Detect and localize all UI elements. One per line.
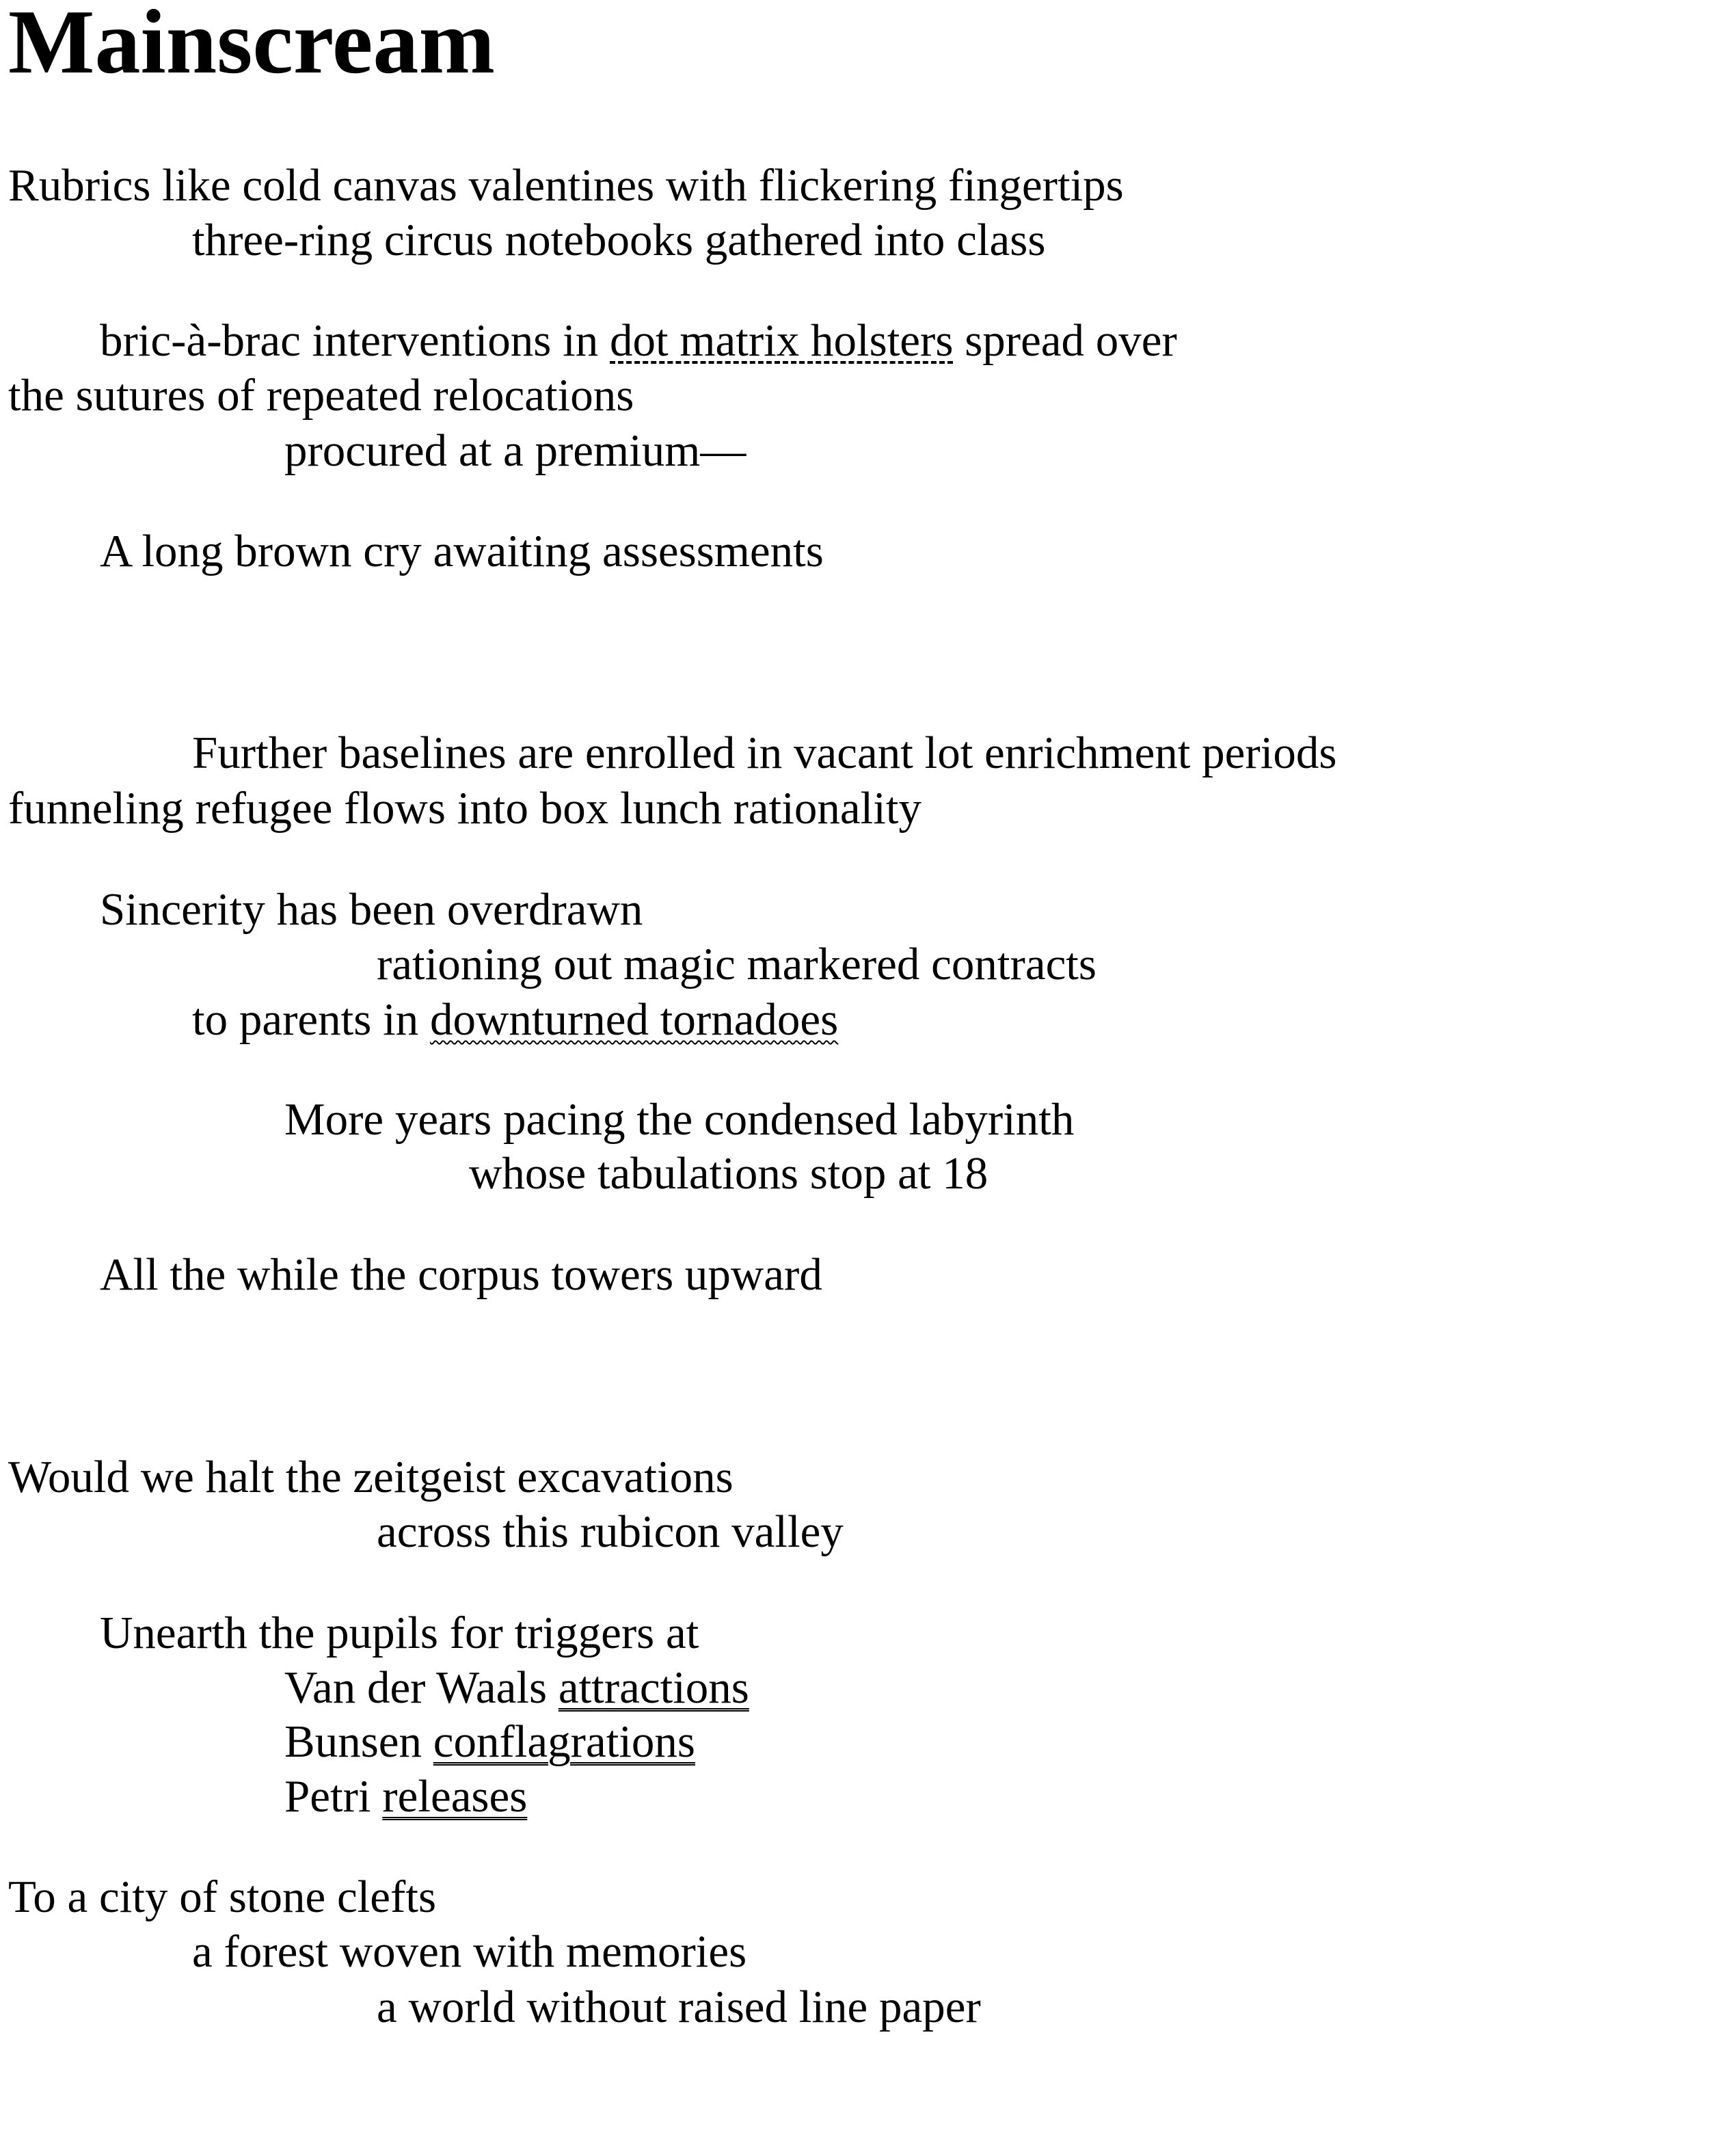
poem-line: the sutures of repeated relocations (8, 370, 634, 421)
poem-line: Would we halt the zeitgeist excavations (8, 1452, 734, 1502)
poem-line: Sincerity has been overdrawn (100, 884, 643, 935)
poem-line: More years pacing the condensed labyrinth (284, 1094, 1075, 1145)
poem-line (284, 1716, 696, 1767)
wavy-underlined-phrase[interactable]: downturned tornadoes (429, 994, 839, 1045)
poem-line-text: Van der Waals (284, 1662, 559, 1713)
poem-line (192, 994, 839, 1045)
poem-line: rationing out magic markered contracts (377, 939, 1096, 989)
poem-line: All the while the corpus towers upward (100, 1249, 822, 1300)
poem-title: Mainscream (8, 0, 496, 92)
poem-line-text: to parents in (192, 994, 430, 1045)
poem-line: Further baselines are enrolled in vacant lot enrichment periods (192, 728, 1337, 778)
poem-line (100, 315, 1177, 366)
dashed-underlined-phrase[interactable]: dot matrix holsters (610, 315, 954, 366)
poem-line: Rubrics like cold canvas valentines with flickering fingertips (8, 160, 1124, 211)
double-underlined-word[interactable]: conflagrations (433, 1716, 696, 1767)
poem-line-text: bric-à-brac interventions in (100, 315, 610, 366)
poem-line-text: spread over (953, 315, 1177, 366)
poem-line: three-ring circus notebooks gathered into class (192, 215, 1046, 265)
poem-line-text: Bunsen (284, 1716, 433, 1767)
poem-line (284, 1771, 528, 1822)
poem-line: a world without raised line paper (377, 1982, 981, 2032)
poem-line: A long brown cry awaiting assessments (100, 526, 824, 576)
double-underlined-word[interactable]: releases (382, 1771, 528, 1822)
poem-line: procured at a premium— (284, 425, 746, 476)
poem-line: To a city of stone clefts (8, 1872, 437, 1922)
double-underlined-word[interactable]: attractions (558, 1662, 749, 1713)
poem-line: whose tabulations stop at 18 (469, 1148, 988, 1199)
poem-line: across this rubicon valley (377, 1506, 844, 1557)
poem-line: a forest woven with memories (192, 1926, 747, 1977)
poem-line-text: Petri (284, 1771, 383, 1822)
poem-line: funneling refugee flows into box lunch rationality (8, 783, 921, 834)
poem-line: Unearth the pupils for triggers at (100, 1608, 699, 1658)
poem-line (284, 1662, 749, 1713)
